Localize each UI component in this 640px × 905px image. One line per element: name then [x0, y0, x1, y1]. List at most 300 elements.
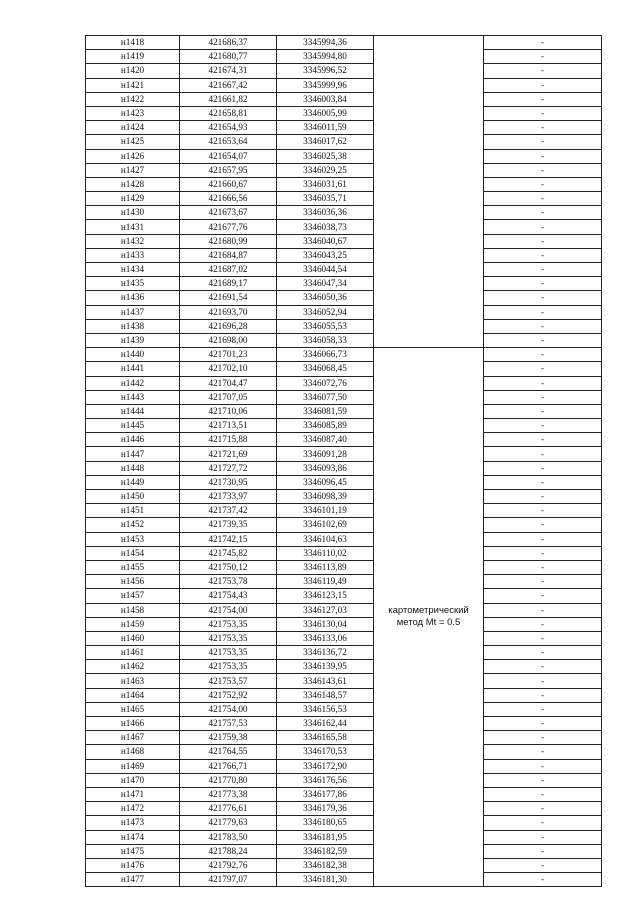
x-coordinate-cell: 421707,05 — [180, 390, 277, 404]
table-row — [86, 433, 602, 447]
x-coordinate-cell: 421661,82 — [180, 92, 277, 106]
x-coordinate-cell: 421788,24 — [180, 844, 277, 858]
point-id-cell: н1468 — [86, 745, 180, 759]
x-coordinate-cell: 421792,76 — [180, 858, 277, 872]
accuracy-cell: - — [484, 305, 602, 319]
table-row — [86, 745, 602, 759]
x-coordinate-cell: 421753,57 — [180, 674, 277, 688]
y-coordinate-cell: 3346058,33 — [277, 333, 374, 347]
table-row — [86, 419, 602, 433]
accuracy-cell: - — [484, 106, 602, 120]
table-row — [86, 660, 602, 674]
x-coordinate-cell: 421657,95 — [180, 163, 277, 177]
x-coordinate-cell: 421770,80 — [180, 773, 277, 787]
accuracy-cell: - — [484, 759, 602, 773]
x-coordinate-cell: 421687,02 — [180, 263, 277, 277]
x-coordinate-cell: 421727,72 — [180, 461, 277, 475]
accuracy-cell: - — [484, 504, 602, 518]
y-coordinate-cell: 3346119,49 — [277, 575, 374, 589]
x-coordinate-cell: 421783,50 — [180, 830, 277, 844]
y-coordinate-cell: 3346096,45 — [277, 475, 374, 489]
x-coordinate-cell: 421754,00 — [180, 702, 277, 716]
y-coordinate-cell: 3346093,86 — [277, 461, 374, 475]
y-coordinate-cell: 3346110,02 — [277, 546, 374, 560]
accuracy-cell: - — [484, 858, 602, 872]
x-coordinate-cell: 421686,37 — [180, 36, 277, 50]
point-id-cell: н1476 — [86, 858, 180, 872]
point-id-cell: н1432 — [86, 234, 180, 248]
x-coordinate-cell: 421776,61 — [180, 802, 277, 816]
table-row — [86, 787, 602, 801]
accuracy-cell: - — [484, 447, 602, 461]
table-row — [86, 717, 602, 731]
accuracy-cell: - — [484, 376, 602, 390]
table-row — [86, 560, 602, 574]
table-row — [86, 461, 602, 475]
y-coordinate-cell: 3346031,61 — [277, 177, 374, 191]
y-coordinate-cell: 3346091,28 — [277, 447, 374, 461]
x-coordinate-cell: 421754,43 — [180, 589, 277, 603]
x-coordinate-cell: 421674,31 — [180, 64, 277, 78]
x-coordinate-cell: 421673,67 — [180, 206, 277, 220]
x-coordinate-cell: 421680,99 — [180, 234, 277, 248]
y-coordinate-cell: 3346136,72 — [277, 646, 374, 660]
x-coordinate-cell: 421696,28 — [180, 319, 277, 333]
table-row — [86, 192, 602, 206]
point-id-cell: н1439 — [86, 333, 180, 347]
point-id-cell: н1452 — [86, 518, 180, 532]
y-coordinate-cell: 3346003,84 — [277, 92, 374, 106]
point-id-cell: н1425 — [86, 135, 180, 149]
y-coordinate-cell: 3346005,99 — [277, 106, 374, 120]
point-id-cell: н1454 — [86, 546, 180, 560]
accuracy-cell: - — [484, 560, 602, 574]
accuracy-cell: - — [484, 277, 602, 291]
y-coordinate-cell: 3346177,86 — [277, 787, 374, 801]
x-coordinate-cell: 421773,38 — [180, 787, 277, 801]
point-id-cell: н1424 — [86, 121, 180, 135]
accuracy-cell: - — [484, 787, 602, 801]
table-row — [86, 92, 602, 106]
point-id-cell: н1455 — [86, 560, 180, 574]
accuracy-cell: - — [484, 404, 602, 418]
point-id-cell: н1471 — [86, 787, 180, 801]
point-id-cell: н1421 — [86, 78, 180, 92]
point-id-cell: н1465 — [86, 702, 180, 716]
accuracy-cell: - — [484, 646, 602, 660]
x-coordinate-cell: 421730,95 — [180, 475, 277, 489]
accuracy-cell: - — [484, 36, 602, 50]
y-coordinate-cell: 3346130,04 — [277, 617, 374, 631]
table-row — [86, 575, 602, 589]
accuracy-cell: - — [484, 135, 602, 149]
table-row — [86, 844, 602, 858]
x-coordinate-cell: 421660,67 — [180, 177, 277, 191]
y-coordinate-cell: 3346044,54 — [277, 263, 374, 277]
table-row — [86, 447, 602, 461]
y-coordinate-cell: 3346040,67 — [277, 234, 374, 248]
accuracy-cell: - — [484, 333, 602, 347]
x-coordinate-cell: 421658,81 — [180, 106, 277, 120]
accuracy-cell: - — [484, 362, 602, 376]
x-coordinate-cell: 421739,35 — [180, 518, 277, 532]
point-id-cell: н1461 — [86, 646, 180, 660]
table-row — [86, 234, 602, 248]
table-row — [86, 121, 602, 135]
y-coordinate-cell: 3346047,34 — [277, 277, 374, 291]
table-row — [86, 206, 602, 220]
y-coordinate-cell: 3345994,36 — [277, 36, 374, 50]
accuracy-cell: - — [484, 149, 602, 163]
x-coordinate-cell: 421701,23 — [180, 348, 277, 362]
point-id-cell: н1434 — [86, 263, 180, 277]
y-coordinate-cell: 3345999,96 — [277, 78, 374, 92]
accuracy-cell: - — [484, 433, 602, 447]
accuracy-cell: - — [484, 163, 602, 177]
table-row — [86, 674, 602, 688]
y-coordinate-cell: 3345996,52 — [277, 64, 374, 78]
accuracy-cell: - — [484, 702, 602, 716]
point-id-cell: н1470 — [86, 773, 180, 787]
point-id-cell: н1437 — [86, 305, 180, 319]
x-coordinate-cell: 421677,76 — [180, 220, 277, 234]
y-coordinate-cell: 3346011,59 — [277, 121, 374, 135]
y-coordinate-cell: 3346077,50 — [277, 390, 374, 404]
x-coordinate-cell: 421764,55 — [180, 745, 277, 759]
accuracy-cell: - — [484, 546, 602, 560]
y-coordinate-cell: 3346066,73 — [277, 348, 374, 362]
y-coordinate-cell: 3346025,38 — [277, 149, 374, 163]
table-row — [86, 830, 602, 844]
table-row — [86, 305, 602, 319]
accuracy-cell: - — [484, 603, 602, 617]
point-id-cell: н1423 — [86, 106, 180, 120]
point-id-cell: н1472 — [86, 802, 180, 816]
accuracy-cell: - — [484, 263, 602, 277]
table-row — [86, 858, 602, 872]
accuracy-cell: - — [484, 319, 602, 333]
coordinates-table — [85, 35, 602, 887]
table-row — [86, 333, 602, 347]
table-row — [86, 773, 602, 787]
point-id-cell: н1445 — [86, 419, 180, 433]
x-coordinate-cell: 421737,42 — [180, 504, 277, 518]
accuracy-cell: - — [484, 121, 602, 135]
x-coordinate-cell: 421745,82 — [180, 546, 277, 560]
point-id-cell: н1431 — [86, 220, 180, 234]
point-id-cell: н1458 — [86, 603, 180, 617]
accuracy-cell: - — [484, 688, 602, 702]
accuracy-cell: - — [484, 745, 602, 759]
table-row — [86, 816, 602, 830]
point-id-cell: н1440 — [86, 348, 180, 362]
accuracy-cell: - — [484, 220, 602, 234]
x-coordinate-cell: 421753,35 — [180, 646, 277, 660]
y-coordinate-cell: 3346081,59 — [277, 404, 374, 418]
y-coordinate-cell: 3346017,62 — [277, 135, 374, 149]
table-row — [86, 64, 602, 78]
table-row — [86, 106, 602, 120]
point-id-cell: н1419 — [86, 50, 180, 64]
accuracy-cell: - — [484, 419, 602, 433]
accuracy-cell: - — [484, 92, 602, 106]
point-id-cell: н1477 — [86, 873, 180, 887]
table-row — [86, 348, 602, 362]
table-row — [86, 688, 602, 702]
point-id-cell: н1442 — [86, 376, 180, 390]
table-row — [86, 518, 602, 532]
y-coordinate-cell: 3346182,59 — [277, 844, 374, 858]
x-coordinate-cell: 421698,00 — [180, 333, 277, 347]
point-id-cell: н1441 — [86, 362, 180, 376]
accuracy-cell: - — [484, 192, 602, 206]
y-coordinate-cell: 3346104,63 — [277, 532, 374, 546]
x-coordinate-cell: 421779,63 — [180, 816, 277, 830]
x-coordinate-cell: 421754,00 — [180, 603, 277, 617]
y-coordinate-cell: 3346036,36 — [277, 206, 374, 220]
point-id-cell: н1467 — [86, 731, 180, 745]
point-id-cell: н1438 — [86, 319, 180, 333]
y-coordinate-cell: 3346055,53 — [277, 319, 374, 333]
table-row — [86, 646, 602, 660]
x-coordinate-cell: 421715,88 — [180, 433, 277, 447]
table-row — [86, 490, 602, 504]
x-coordinate-cell: 421693,70 — [180, 305, 277, 319]
point-id-cell: н1422 — [86, 92, 180, 106]
accuracy-cell: - — [484, 78, 602, 92]
y-coordinate-cell: 3346068,45 — [277, 362, 374, 376]
y-coordinate-cell: 3346179,36 — [277, 802, 374, 816]
point-id-cell: н1457 — [86, 589, 180, 603]
point-id-cell: н1426 — [86, 149, 180, 163]
point-id-cell: н1453 — [86, 532, 180, 546]
y-coordinate-cell: 3346050,36 — [277, 291, 374, 305]
table-row — [86, 135, 602, 149]
y-coordinate-cell: 3346072,76 — [277, 376, 374, 390]
y-coordinate-cell: 3346127,03 — [277, 603, 374, 617]
x-coordinate-cell: 421742,15 — [180, 532, 277, 546]
x-coordinate-cell: 421691,54 — [180, 291, 277, 305]
point-id-cell: н1430 — [86, 206, 180, 220]
point-id-cell: н1473 — [86, 816, 180, 830]
y-coordinate-cell: 3346180,65 — [277, 816, 374, 830]
point-id-cell: н1451 — [86, 504, 180, 518]
y-coordinate-cell: 3346043,25 — [277, 248, 374, 262]
y-coordinate-cell: 3346156,53 — [277, 702, 374, 716]
table-row — [86, 873, 602, 887]
x-coordinate-cell: 421684,87 — [180, 248, 277, 262]
accuracy-cell: - — [484, 816, 602, 830]
x-coordinate-cell: 421704,47 — [180, 376, 277, 390]
accuracy-cell: - — [484, 390, 602, 404]
accuracy-cell: - — [484, 844, 602, 858]
accuracy-cell: - — [484, 660, 602, 674]
accuracy-cell: - — [484, 631, 602, 645]
y-coordinate-cell: 3346182,38 — [277, 858, 374, 872]
point-id-cell: н1427 — [86, 163, 180, 177]
accuracy-cell: - — [484, 248, 602, 262]
table-row — [86, 248, 602, 262]
table-row — [86, 163, 602, 177]
y-coordinate-cell: 3346113,89 — [277, 560, 374, 574]
point-id-cell: н1464 — [86, 688, 180, 702]
x-coordinate-cell: 421750,12 — [180, 560, 277, 574]
accuracy-cell: - — [484, 348, 602, 362]
y-coordinate-cell: 3346139,95 — [277, 660, 374, 674]
point-id-cell: н1444 — [86, 404, 180, 418]
point-id-cell: н1466 — [86, 717, 180, 731]
table-row — [86, 362, 602, 376]
x-coordinate-cell: 421733,97 — [180, 490, 277, 504]
coordinates-table-body — [86, 36, 602, 887]
table-row — [86, 631, 602, 645]
accuracy-cell: - — [484, 234, 602, 248]
point-id-cell: н1449 — [86, 475, 180, 489]
accuracy-cell: - — [484, 461, 602, 475]
accuracy-cell: - — [484, 64, 602, 78]
accuracy-cell: - — [484, 475, 602, 489]
x-coordinate-cell: 421689,17 — [180, 277, 277, 291]
table-row — [86, 149, 602, 163]
x-coordinate-cell: 421667,42 — [180, 78, 277, 92]
accuracy-cell: - — [484, 617, 602, 631]
point-id-cell: н1463 — [86, 674, 180, 688]
y-coordinate-cell: 3346123,15 — [277, 589, 374, 603]
table-row — [86, 376, 602, 390]
y-coordinate-cell: 3345994,80 — [277, 50, 374, 64]
accuracy-cell: - — [484, 177, 602, 191]
accuracy-cell: - — [484, 674, 602, 688]
table-row — [86, 617, 602, 631]
x-coordinate-cell: 421757,53 — [180, 717, 277, 731]
accuracy-cell: - — [484, 731, 602, 745]
point-id-cell: н1456 — [86, 575, 180, 589]
table-row — [86, 802, 602, 816]
point-id-cell: н1436 — [86, 291, 180, 305]
y-coordinate-cell: 3346176,56 — [277, 773, 374, 787]
table-row — [86, 263, 602, 277]
x-coordinate-cell: 421702,10 — [180, 362, 277, 376]
y-coordinate-cell: 3346165,58 — [277, 731, 374, 745]
y-coordinate-cell: 3346162,44 — [277, 717, 374, 731]
x-coordinate-cell: 421766,71 — [180, 759, 277, 773]
point-id-cell: н1429 — [86, 192, 180, 206]
point-id-cell: н1475 — [86, 844, 180, 858]
accuracy-cell: - — [484, 717, 602, 731]
y-coordinate-cell: 3346035,71 — [277, 192, 374, 206]
table-row — [86, 702, 602, 716]
x-coordinate-cell: 421753,78 — [180, 575, 277, 589]
y-coordinate-cell: 3346085,89 — [277, 419, 374, 433]
accuracy-cell: - — [484, 291, 602, 305]
point-id-cell: н1420 — [86, 64, 180, 78]
x-coordinate-cell: 421721,69 — [180, 447, 277, 461]
y-coordinate-cell: 3346181,30 — [277, 873, 374, 887]
table-row — [86, 404, 602, 418]
x-coordinate-cell: 421753,35 — [180, 660, 277, 674]
accuracy-cell: - — [484, 830, 602, 844]
y-coordinate-cell: 3346038,73 — [277, 220, 374, 234]
x-coordinate-cell: 421753,35 — [180, 617, 277, 631]
accuracy-cell: - — [484, 773, 602, 787]
table-row — [86, 475, 602, 489]
point-id-cell: н1443 — [86, 390, 180, 404]
x-coordinate-cell: 421654,07 — [180, 149, 277, 163]
y-coordinate-cell: 3346087,40 — [277, 433, 374, 447]
method-cell: картометрический метод Mt = 0.5 — [374, 348, 484, 887]
y-coordinate-cell: 3346098,39 — [277, 490, 374, 504]
x-coordinate-cell: 421752,92 — [180, 688, 277, 702]
table-row — [86, 532, 602, 546]
x-coordinate-cell: 421680,77 — [180, 50, 277, 64]
point-id-cell: н1447 — [86, 447, 180, 461]
accuracy-cell: - — [484, 802, 602, 816]
y-coordinate-cell: 3346102,69 — [277, 518, 374, 532]
table-row — [86, 731, 602, 745]
x-coordinate-cell: 421753,35 — [180, 631, 277, 645]
table-row — [86, 546, 602, 560]
accuracy-cell: - — [484, 518, 602, 532]
point-id-cell: н1459 — [86, 617, 180, 631]
accuracy-cell: - — [484, 206, 602, 220]
table-row — [86, 291, 602, 305]
table-row — [86, 177, 602, 191]
point-id-cell: н1418 — [86, 36, 180, 50]
accuracy-cell: - — [484, 490, 602, 504]
method-cell-empty — [374, 36, 484, 348]
x-coordinate-cell: 421666,56 — [180, 192, 277, 206]
y-coordinate-cell: 3346148,57 — [277, 688, 374, 702]
table-row — [86, 504, 602, 518]
accuracy-cell: - — [484, 532, 602, 546]
y-coordinate-cell: 3346172,90 — [277, 759, 374, 773]
point-id-cell: н1428 — [86, 177, 180, 191]
table-row — [86, 319, 602, 333]
table-row — [86, 78, 602, 92]
y-coordinate-cell: 3346170,53 — [277, 745, 374, 759]
table-row — [86, 759, 602, 773]
accuracy-cell: - — [484, 575, 602, 589]
point-id-cell: н1435 — [86, 277, 180, 291]
point-id-cell: н1474 — [86, 830, 180, 844]
accuracy-cell: - — [484, 873, 602, 887]
point-id-cell: н1460 — [86, 631, 180, 645]
table-row — [86, 390, 602, 404]
accuracy-cell: - — [484, 50, 602, 64]
table-row — [86, 603, 602, 617]
table-row — [86, 277, 602, 291]
x-coordinate-cell: 421653,64 — [180, 135, 277, 149]
table-row — [86, 50, 602, 64]
point-id-cell: н1433 — [86, 248, 180, 262]
table-row — [86, 36, 602, 50]
y-coordinate-cell: 3346133,06 — [277, 631, 374, 645]
table-row — [86, 589, 602, 603]
y-coordinate-cell: 3346052,94 — [277, 305, 374, 319]
point-id-cell: н1462 — [86, 660, 180, 674]
y-coordinate-cell: 3346143,61 — [277, 674, 374, 688]
point-id-cell: н1446 — [86, 433, 180, 447]
x-coordinate-cell: 421654,93 — [180, 121, 277, 135]
accuracy-cell: - — [484, 589, 602, 603]
point-id-cell: н1448 — [86, 461, 180, 475]
point-id-cell: н1450 — [86, 490, 180, 504]
x-coordinate-cell: 421797,07 — [180, 873, 277, 887]
x-coordinate-cell: 421713,51 — [180, 419, 277, 433]
y-coordinate-cell: 3346101,19 — [277, 504, 374, 518]
x-coordinate-cell: 421710,06 — [180, 404, 277, 418]
y-coordinate-cell: 3346181,95 — [277, 830, 374, 844]
